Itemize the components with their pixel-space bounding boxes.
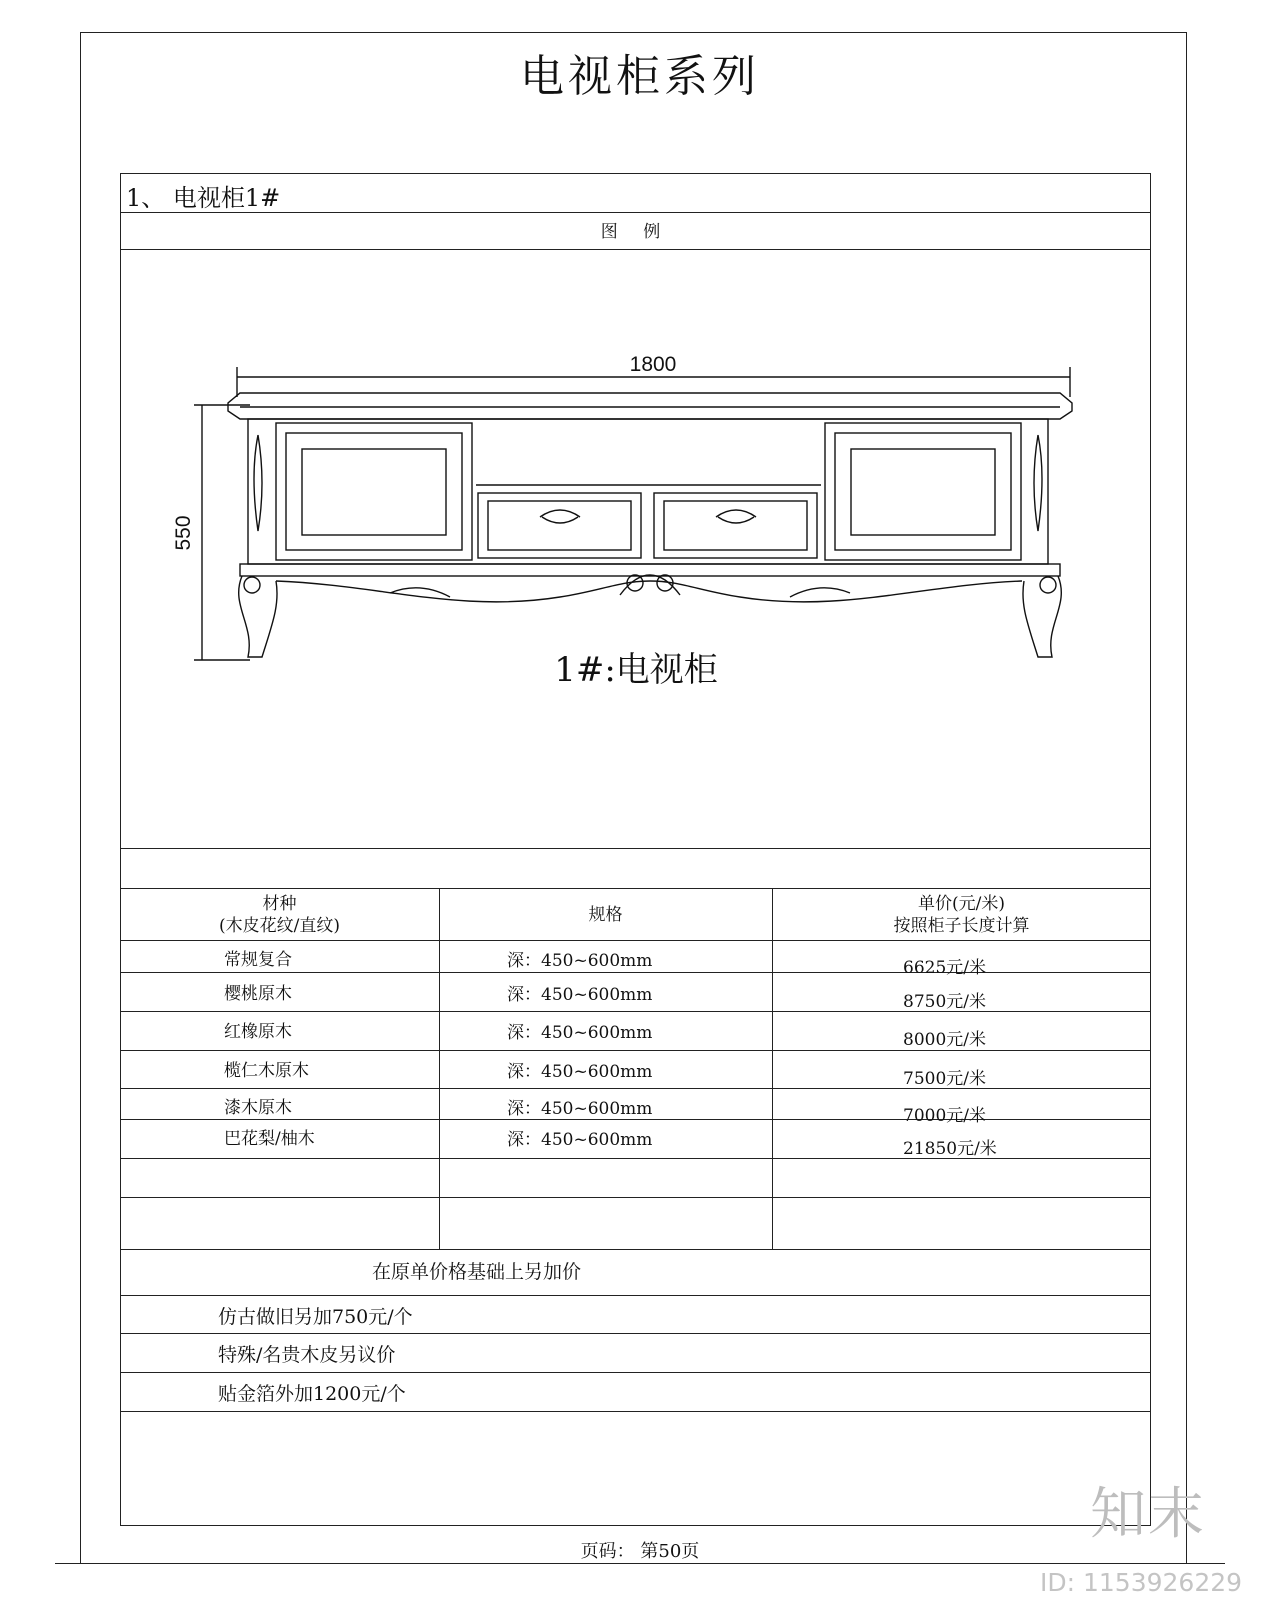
row-1-price: 6625元/米 (903, 958, 986, 978)
rule-addon-2 (120, 1372, 1151, 1373)
legend-label: 图 例 (600, 222, 671, 242)
left-drawer-handle (540, 510, 580, 523)
rule-table-top (120, 888, 1151, 889)
header-material (120, 893, 439, 937)
header-price (772, 893, 1151, 937)
rule-below-drawing (120, 848, 1151, 849)
watermark-id: ID: 1153926229 (1040, 1568, 1243, 1597)
width-dimension-label: 1800 (629, 353, 677, 376)
row-1-material: 常规复合 (224, 950, 292, 970)
row-2-price: 8750元/米 (903, 992, 986, 1012)
page-number: 页码： 第50页 (580, 1541, 700, 1562)
rule-addon-header (120, 1295, 1151, 1296)
left-door (276, 423, 472, 560)
row-2-spec: 深：450~600mm (507, 985, 653, 1005)
carved-apron (276, 581, 1022, 602)
row-6-spec: 深：450~600mm (507, 1130, 653, 1150)
rule-table-bottom (120, 1249, 1151, 1250)
bottom-rule (55, 1563, 1225, 1564)
left-drawer (478, 493, 641, 558)
header-price-line1: 单价(元/米) (918, 894, 1005, 914)
drawing-caption: 1#:电视柜 (554, 650, 718, 690)
addon-header: 在原单价格基础上另加价 (372, 1261, 582, 1283)
table-col-divider-1 (439, 888, 440, 1249)
row-6-material: 巴花梨/柚木 (224, 1129, 315, 1149)
page-title: 电视柜系列 (520, 51, 760, 102)
rule-empty-row-1 (120, 1197, 1151, 1198)
right-door (825, 423, 1021, 560)
rule-row-3 (120, 1050, 1151, 1051)
addon-item-3: 贴金箔外加1200元/个 (218, 1383, 406, 1405)
header-price-line2: 按照柜子长度计算 (893, 916, 1030, 936)
row-5-spec: 深：450~600mm (507, 1099, 653, 1119)
row-3-spec: 深：450~600mm (507, 1023, 653, 1043)
row-1-spec: 深：450~600mm (507, 951, 653, 971)
right-drawer-handle (716, 510, 756, 523)
table-col-divider-2 (772, 888, 773, 1249)
row-2-material: 樱桃原木 (224, 984, 292, 1004)
rule-row-4 (120, 1088, 1151, 1089)
rule-table-header (120, 940, 1151, 941)
row-5-price: 7000元/米 (903, 1106, 986, 1126)
addon-item-1: 仿古做旧另加750元/个 (218, 1306, 413, 1328)
cabinet-body (248, 419, 1048, 564)
row-4-spec: 深：450~600mm (507, 1062, 653, 1082)
section-title: 1、 电视柜1# (126, 184, 281, 212)
apron-leaf-carving (390, 588, 850, 597)
row-4-price: 7500元/米 (903, 1069, 986, 1089)
header-material-line2: (木皮花纹/直纹) (219, 916, 340, 936)
header-spec: 规格 (588, 905, 623, 925)
cabinet-top (228, 393, 1072, 419)
row-4-material: 榄仁木原木 (224, 1061, 309, 1081)
row-3-material: 红橡原木 (224, 1022, 292, 1042)
watermark-logo: 知末 (1090, 1482, 1206, 1547)
right-side-ornament (1034, 435, 1042, 531)
addon-item-2: 特殊/名贵木皮另议价 (218, 1344, 396, 1366)
base-rail (240, 564, 1060, 576)
header-material-line1: 材种 (262, 894, 297, 914)
rule-below-legend (120, 249, 1151, 250)
rule-row-2 (120, 1011, 1151, 1012)
row-6-price: 21850元/米 (903, 1139, 997, 1159)
right-drawer (654, 493, 817, 558)
row-3-price: 8000元/米 (903, 1030, 986, 1050)
row-5-material: 漆木原木 (224, 1098, 292, 1118)
rule-addon-3 (120, 1411, 1151, 1412)
rule-row-1 (120, 972, 1151, 973)
left-side-ornament (254, 435, 262, 531)
rule-addon-1 (120, 1333, 1151, 1334)
height-dimension-label: 550 (172, 515, 195, 551)
rule-row-5 (120, 1119, 1151, 1120)
tv-cabinet-drawing (172, 345, 1100, 715)
